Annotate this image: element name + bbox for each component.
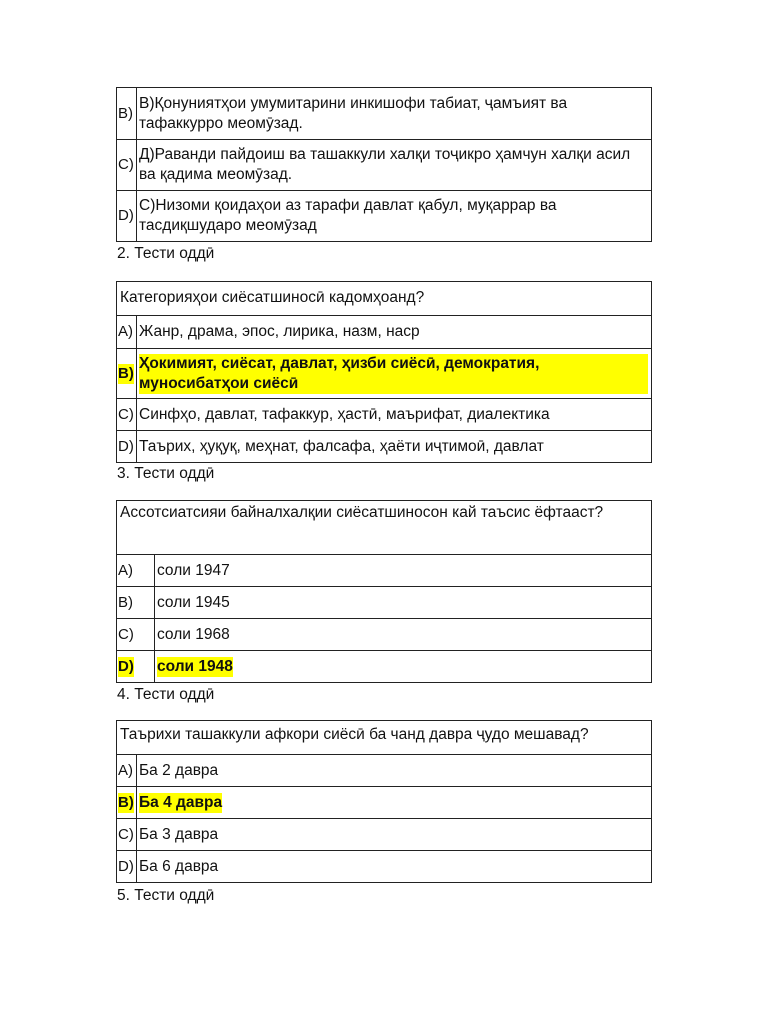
option-letter-cell xyxy=(117,787,137,818)
question-4-table xyxy=(116,720,652,883)
option-letter: B) xyxy=(118,364,134,382)
question-3-option-c xyxy=(117,618,651,650)
question-2-option-d xyxy=(117,430,651,462)
option-text: Д)Раванди пайдоиш ва ташаккули халқи тоҷикро ҳамчун халқи асил ва қадима меомӯзад. xyxy=(139,146,631,183)
question-2-label: 2. Тести оддӣ xyxy=(117,245,215,262)
question-2-prompt-row xyxy=(117,282,651,315)
question-3-prompt-row xyxy=(117,501,651,554)
option-text: Ба 2 давра xyxy=(139,761,219,779)
option-text-correct: соли 1948 xyxy=(157,658,233,675)
question-1-option-b xyxy=(117,88,651,139)
option-text: соли 1945 xyxy=(157,594,230,611)
option-letter-cell xyxy=(117,651,155,682)
question-4-option-b xyxy=(117,786,651,818)
question-1-option-c xyxy=(117,139,651,190)
question-2-table xyxy=(116,281,652,463)
option-text-correct: Ҳокимият, сиёсат, давлат, ҳизби сиёсӣ, демократия, муносибатҳои сиёсӣ xyxy=(139,354,648,394)
option-text-correct: Ба 4 давра xyxy=(139,793,223,811)
question-3-option-b xyxy=(117,586,651,618)
option-letter: A) xyxy=(117,755,137,786)
question-2-option-c xyxy=(117,398,651,430)
option-letter: A) xyxy=(117,316,137,348)
option-letter: C) xyxy=(117,140,137,190)
option-letter: D) xyxy=(117,431,137,462)
question-3-text: Ассотсиатсияи байналхалқии сиёсатшиносон кай таъсис ёфтааст? xyxy=(120,504,604,521)
question-5-label: 5. Тести оддӣ xyxy=(117,887,215,904)
option-text-cell xyxy=(137,787,651,818)
option-letter: B) xyxy=(117,587,155,618)
option-text: соли 1968 xyxy=(157,626,230,643)
question-2-text: Категорияҳои сиёсатшиносӣ кадомҳоанд? xyxy=(120,289,425,306)
option-text: С)Низоми қоидаҳои аз тарафи давлат қабул, муқаррар ва тасдиқшударо меомӯзад xyxy=(139,197,557,234)
option-letter: D) xyxy=(118,658,134,675)
question-4-text: Таърихи ташаккули афкори сиёсӣ ба чанд давра ҷудо мешавад? xyxy=(120,726,589,743)
option-text: Ба 3 давра xyxy=(139,825,219,843)
question-1-option-d xyxy=(117,190,651,241)
question-3-label: 3. Тести оддӣ xyxy=(117,465,215,482)
option-letter: D) xyxy=(117,191,137,241)
option-letter: D) xyxy=(117,851,137,882)
option-text: Таърих, ҳуқуқ, меҳнат, фалсафа, ҳаёти иҷтимоӣ, давлат xyxy=(139,437,544,455)
option-text: Жанр, драма, эпос, лирика, назм, наср xyxy=(139,323,420,340)
option-text: Синфҳо, давлат, тафаккур, ҳастӣ, маърифат, диалектика xyxy=(139,405,550,423)
question-3-option-a xyxy=(117,554,651,586)
option-letter: B) xyxy=(118,793,134,811)
question-1-table xyxy=(116,87,652,242)
option-letter: C) xyxy=(117,399,137,430)
question-4-option-c xyxy=(117,818,651,850)
question-4-prompt-row xyxy=(117,721,651,754)
option-text-cell xyxy=(155,651,651,682)
option-text-cell xyxy=(137,349,651,398)
question-2-option-a xyxy=(117,315,651,348)
option-letter: B) xyxy=(117,88,137,139)
option-text: В)Қонуниятҳои умумитарини инкишофи табиат, ҷамъият ва тафаккурро меомӯзад. xyxy=(139,94,568,132)
option-letter: C) xyxy=(117,819,137,850)
question-4-label: 4. Тести оддӣ xyxy=(117,686,215,703)
option-text: соли 1947 xyxy=(157,562,230,579)
option-letter: C) xyxy=(117,619,155,650)
option-letter-cell xyxy=(117,349,137,398)
question-3-option-d xyxy=(117,650,651,682)
question-4-option-d xyxy=(117,850,651,882)
question-4-option-a xyxy=(117,754,651,786)
option-letter: A) xyxy=(117,555,155,586)
option-text: Ба 6 давра xyxy=(139,857,219,875)
question-2-option-b xyxy=(117,348,651,398)
question-3-table xyxy=(116,500,652,683)
